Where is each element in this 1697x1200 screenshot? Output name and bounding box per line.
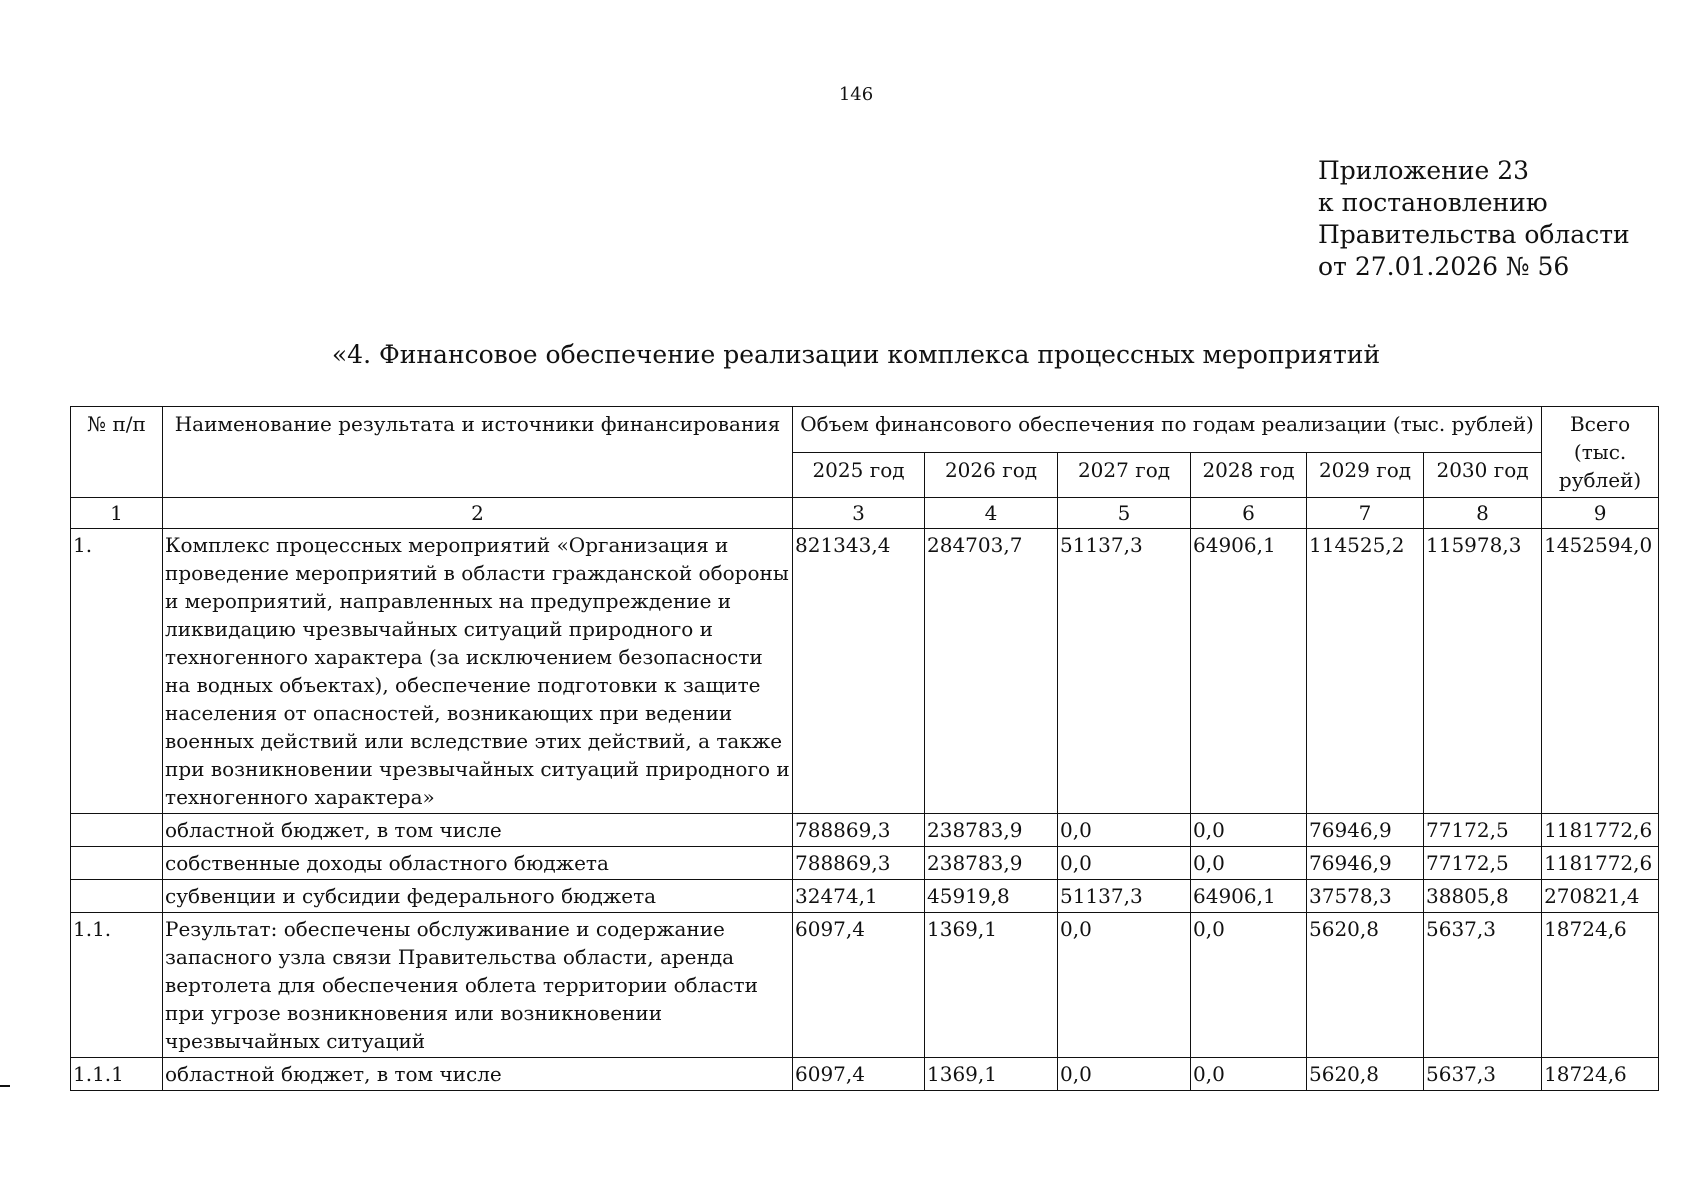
row-value: 0,0 — [1191, 913, 1307, 1058]
table-row — [71, 1058, 1659, 1091]
row-value: 51137,3 — [1058, 529, 1191, 814]
column-number: 6 — [1191, 498, 1307, 529]
row-total: 1181772,6 — [1542, 847, 1659, 880]
header-total: Всего (тыс. рублей) — [1542, 407, 1659, 498]
scan-edge-mark — [0, 1085, 10, 1087]
row-value: 5637,3 — [1424, 913, 1542, 1058]
row-value: 6097,4 — [793, 1058, 925, 1091]
row-value: 0,0 — [1058, 847, 1191, 880]
row-value: 32474,1 — [793, 880, 925, 913]
header-year: 2028 год — [1191, 452, 1307, 498]
header-year: 2027 год — [1058, 452, 1191, 498]
row-value: 788869,3 — [793, 814, 925, 847]
row-value: 38805,8 — [1424, 880, 1542, 913]
row-total: 270821,4 — [1542, 880, 1659, 913]
row-name: собственные доходы областного бюджета — [163, 847, 793, 880]
row-value: 45919,8 — [925, 880, 1058, 913]
appendix-line-1: Приложение 23 — [1318, 156, 1530, 185]
row-value: 0,0 — [1191, 1058, 1307, 1091]
appendix-block — [1318, 155, 1630, 283]
header-year: 2030 год — [1424, 452, 1542, 498]
section-title: «4. Финансовое обеспечение реализации комплекса процессных мероприятий — [331, 340, 1381, 369]
row-value: 6097,4 — [793, 913, 925, 1058]
row-value: 0,0 — [1058, 913, 1191, 1058]
row-name: субвенции и субсидии федерального бюджета — [163, 880, 793, 913]
row-value: 114525,2 — [1307, 529, 1424, 814]
row-value: 284703,7 — [925, 529, 1058, 814]
column-number: 5 — [1058, 498, 1191, 529]
header-year: 2025 год — [793, 452, 925, 498]
column-number: 3 — [793, 498, 925, 529]
header-volume: Объем финансового обеспечения по годам реализации (тыс. рублей) — [793, 407, 1542, 453]
row-value: 51137,3 — [1058, 880, 1191, 913]
row-total: 1452594,0 — [1542, 529, 1659, 814]
header-year: 2026 год — [925, 452, 1058, 498]
page-number: 146 — [838, 84, 874, 105]
row-total: 18724,6 — [1542, 913, 1659, 1058]
financing-table — [70, 406, 1659, 1091]
row-name: областной бюджет, в том числе — [163, 1058, 793, 1091]
appendix-line-4: от 27.01.2026 № 56 — [1318, 252, 1570, 281]
row-value: 76946,9 — [1307, 847, 1424, 880]
appendix-line-3: Правительства области — [1318, 220, 1630, 249]
column-number-row — [71, 498, 1659, 529]
row-value: 0,0 — [1191, 847, 1307, 880]
column-number: 2 — [163, 498, 793, 529]
header-num: № п/п — [71, 407, 163, 498]
column-number: 4 — [925, 498, 1058, 529]
table-row — [71, 814, 1659, 847]
table-row — [71, 529, 1659, 814]
row-num: 1. — [71, 529, 163, 814]
row-total: 1181772,6 — [1542, 814, 1659, 847]
row-value: 115978,3 — [1424, 529, 1542, 814]
row-value: 64906,1 — [1191, 529, 1307, 814]
column-number: 7 — [1307, 498, 1424, 529]
row-value: 788869,3 — [793, 847, 925, 880]
row-name: областной бюджет, в том числе — [163, 814, 793, 847]
row-value: 64906,1 — [1191, 880, 1307, 913]
row-value: 5620,8 — [1307, 913, 1424, 1058]
row-total: 18724,6 — [1542, 1058, 1659, 1091]
row-num: 1.1. — [71, 913, 163, 1058]
header-year: 2029 год — [1307, 452, 1424, 498]
row-num — [71, 814, 163, 847]
table-row — [71, 913, 1659, 1058]
row-value: 0,0 — [1058, 1058, 1191, 1091]
appendix-line-2: к постановлению — [1318, 188, 1548, 217]
column-number: 1 — [71, 498, 163, 529]
row-value: 0,0 — [1058, 814, 1191, 847]
table-row — [71, 847, 1659, 880]
row-value: 77172,5 — [1424, 814, 1542, 847]
row-value: 238783,9 — [925, 814, 1058, 847]
table-row — [71, 880, 1659, 913]
column-number: 9 — [1542, 498, 1659, 529]
row-num — [71, 880, 163, 913]
row-value: 5620,8 — [1307, 1058, 1424, 1091]
row-value: 238783,9 — [925, 847, 1058, 880]
row-value: 1369,1 — [925, 1058, 1058, 1091]
row-value: 5637,3 — [1424, 1058, 1542, 1091]
row-value: 1369,1 — [925, 913, 1058, 1058]
row-num: 1.1.1 — [71, 1058, 163, 1091]
row-value: 0,0 — [1191, 814, 1307, 847]
row-num — [71, 847, 163, 880]
row-value: 76946,9 — [1307, 814, 1424, 847]
column-number: 8 — [1424, 498, 1542, 529]
header-name: Наименование результата и источники финансирования — [163, 407, 793, 498]
row-value: 821343,4 — [793, 529, 925, 814]
row-value: 37578,3 — [1307, 880, 1424, 913]
row-value: 77172,5 — [1424, 847, 1542, 880]
row-name: Результат: обеспечены обслуживание и содержание запасного узла связи Правительства области, аренда вертолета для обеспечения облета территории области при угрозе возникновения или возникновении чрезвычайных ситуаций — [163, 913, 793, 1058]
row-name: Комплекс процессных мероприятий «Организация и проведение мероприятий в области гражданской обороны и мероприятий, направленных на предупреждение и ликвидацию чрезвычайных ситуаций природного и техногенного характера (за исключением безопасности на водных объектах), обеспечение подготовки к защите населения от опасностей, возникающих при ведении военных действий или вследствие этих действий, а также при возникновении чрезвычайных ситуаций природного и техногенного характера» — [163, 529, 793, 814]
